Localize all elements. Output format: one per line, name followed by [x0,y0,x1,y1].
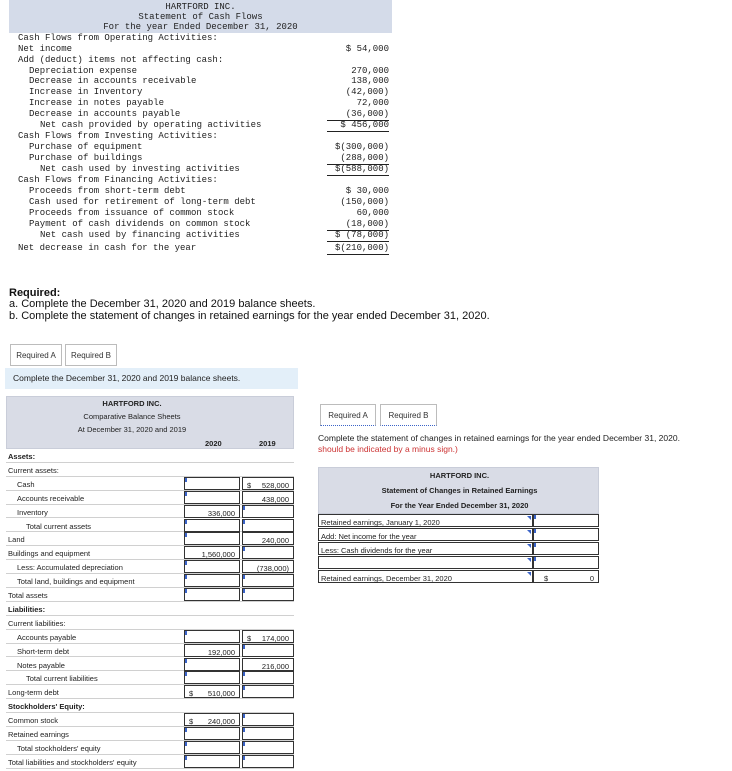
required-b-text: b. Complete the statement of changes in retained earnings for the year ended December 31, 2020. [9,310,490,322]
input-marker [243,547,245,551]
cf-row [9,175,392,186]
table-row [6,560,294,574]
bs-col-2020: 2020 [205,439,222,448]
cf-row [9,76,392,87]
input-marker [185,520,187,524]
bs-input-2019[interactable] [242,713,294,726]
input-marker [185,533,187,537]
cf-row [9,243,392,254]
cf-company: HARTFORD INC. [165,2,236,12]
bs-row-label: Total land, buildings and equipment [17,577,135,587]
bs-row-label: Buildings and equipment [8,549,91,559]
bs-input-2019[interactable] [242,477,294,490]
re-row [318,556,599,570]
bs-input-2020[interactable] [184,477,240,490]
table-row [6,644,294,658]
tab-required-a-right[interactable]: Required A [320,404,376,426]
bs-input-2020[interactable] [184,755,240,768]
input-marker [185,659,187,663]
cf-row [9,230,392,241]
bs-row-label: Total liabilities and stockholders' equity [8,757,137,767]
bs-input-2019[interactable] [242,491,294,504]
bs-input-2019[interactable] [242,671,294,684]
cf-row-amount: $ 30,000 [345,186,389,196]
table-row [6,505,294,519]
bs-input-2019[interactable] [242,505,294,518]
cf-row [9,186,392,197]
cf-row-label: Net cash used by financing activities [40,230,240,240]
bs-input-2019[interactable] [242,588,294,601]
cf-row-label: Add (deduct) items not affecting cash: [18,55,224,65]
cf-row-label: Depreciation expense [29,66,138,76]
dropdown-marker [527,530,531,534]
cf-row-label: Proceeds from short-term debt [29,186,186,196]
cf-row-label: Proceeds from issuance of common stock [29,208,235,218]
table-row [6,602,294,616]
bs-row-label: Accounts payable [17,632,77,642]
table-row [6,477,294,491]
cf-row-amount: 72,000 [356,98,389,108]
table-row [6,658,294,672]
input-marker [185,742,187,746]
input-marker [534,557,536,561]
cf-row [9,120,392,131]
bs-title: Comparative Balance Sheets [83,412,181,421]
table-row [6,546,294,560]
input-marker [185,589,187,593]
cf-row-amount: $ 456,000 [327,120,389,132]
table-row [6,755,294,769]
bs-row-label: Retained earnings [8,730,69,739]
re-company: HARTFORD INC. [429,471,490,480]
table-row [6,685,294,699]
input-marker [534,529,536,533]
cf-row-label: Purchase of equipment [29,142,143,152]
cf-row-label: Decrease in accounts payable [29,109,181,119]
bs-input-2019[interactable] [242,644,294,657]
cf-row-label: Increase in notes payable [29,98,165,108]
bs-input-2019[interactable] [242,727,294,740]
bs-value: 336,000 [207,508,235,518]
cf-row-label: Decrease in accounts receivable [29,76,197,86]
bs-row-label: Land [8,535,25,545]
bs-input-2020[interactable] [184,491,240,504]
bs-row-label: Current assets: [8,465,59,475]
bs-input-2020[interactable] [184,574,240,587]
bs-dollar: $ [189,689,194,699]
dropdown-marker [527,572,531,576]
bs-input-2019[interactable] [242,532,294,545]
bs-value: 216,000 [261,661,289,671]
bs-row-label: Assets: [8,452,36,461]
bs-row-label: Total current assets [26,521,92,531]
bs-row-label: Short-term debt [17,646,70,656]
cf-row-amount: $(588,000) [327,164,389,176]
input-marker [243,728,245,732]
bs-row-label: Less: Accumulated depreciation [17,563,123,573]
bs-input-2020[interactable] [184,505,240,518]
input-marker [534,543,536,547]
bs-input-2019[interactable] [242,741,294,754]
required-title: Required: [9,287,61,299]
re-period: For the Year Ended December 31, 2020 [390,501,529,510]
cf-row-amount: (150,000) [340,197,389,207]
re-row-label: Retained earnings, January 1, 2020 [321,518,440,527]
table-row [6,588,294,602]
cf-row-label: Payment of cash dividends on common stock [29,219,251,229]
cf-row [9,131,392,142]
cf-row-amount: $(210,000) [327,243,389,255]
bs-value: 1,560,000 [201,550,235,560]
bs-row-label: Inventory [17,507,48,517]
tab-required-a[interactable]: Required A [10,344,62,366]
bs-row-label: Total stockholders' equity [17,743,101,753]
re-label-input[interactable] [318,514,533,527]
cf-row-amount: 270,000 [351,66,389,76]
cf-row [9,44,392,55]
table-row [6,491,294,505]
cf-row [9,33,392,44]
bs-dollar: $ [189,717,194,727]
cash-flow-statement [9,0,392,265]
re-value-input[interactable] [533,514,599,527]
balance-sheet-header [6,396,294,449]
bs-value: 192,000 [207,647,235,657]
input-marker [243,520,245,524]
re-value: 0 [589,574,594,583]
cf-row-label: Cash Flows from Financing Activities: [18,175,218,185]
bs-input-2020[interactable] [184,727,240,740]
cf-statement: Statement of Cash Flows [138,12,263,22]
bs-input-2020[interactable] [184,658,240,671]
bs-value: 240,000 [261,536,289,546]
re-label-input[interactable] [318,570,533,583]
cf-row-label: Cash Flows from Operating Activities: [18,33,218,43]
retained-earnings-note: should be indicated by a minus sign.) [318,444,458,454]
cf-row [9,98,392,109]
bs-input-2020[interactable] [184,630,240,643]
bs-value: 174,000 [261,633,289,643]
bs-value: 510,000 [207,689,235,699]
cf-row [9,164,392,175]
re-row-label: Retained earnings, December 31, 2020 [321,574,452,583]
cf-row [9,219,392,230]
bs-input-2019[interactable] [242,755,294,768]
bs-input-2020[interactable] [184,671,240,684]
re-label-input[interactable] [318,542,533,555]
input-marker [243,742,245,746]
bs-input-2020[interactable] [184,588,240,601]
bs-value: 438,000 [261,494,289,504]
table-row [6,616,294,630]
re-header [318,467,599,514]
bs-input-2020[interactable] [184,685,240,698]
bs-input-2020[interactable] [184,560,240,573]
bs-date: At December 31, 2020 and 2019 [77,425,187,434]
bs-value: 528,000 [261,480,289,490]
bs-value: (738,000) [256,564,289,574]
cf-row [9,55,392,66]
bs-row-label: Long-term debt [8,688,59,698]
cf-row [9,208,392,219]
table-row [6,727,294,741]
re-row [318,542,599,556]
required-a-text: a. Complete the December 31, 2020 and 2019 balance sheets. [9,298,316,310]
cf-row-amount: $(300,000) [334,142,389,152]
balance-sheet [6,396,294,767]
cf-row-label: Purchase of buildings [29,153,143,163]
bs-col-2019: 2019 [259,439,276,448]
input-marker [185,492,187,496]
table-row [6,630,294,644]
bs-input-2019[interactable] [242,560,294,573]
input-marker [185,756,187,760]
cf-row [9,153,392,164]
cf-row-amount: (288,000) [327,153,389,165]
tab-required-b[interactable]: Required B [65,344,117,366]
retained-earnings-instructions: Complete the statement of changes in retained earnings for the year ended December 31, 2020. [318,433,680,443]
input-marker [243,506,245,510]
bs-input-2020[interactable] [184,519,240,532]
bs-row-label: Cash [17,479,35,489]
re-row-label: Add: Net income for the year [321,532,417,541]
retained-earnings-statement [318,467,599,583]
table-row [6,713,294,727]
input-marker [243,756,245,760]
bs-input-2020[interactable] [184,713,240,726]
cf-row-amount: $ (78,000) [327,230,389,242]
bs-input-2019[interactable] [242,574,294,587]
bs-input-2019[interactable] [242,630,294,643]
bs-row-label: Liabilities: [8,604,46,614]
re-dollar: $ [544,574,549,583]
cf-row [9,109,392,120]
cf-row-amount: 138,000 [351,76,389,86]
dropdown-marker [527,516,531,520]
bs-company: HARTFORD INC. [102,399,162,408]
input-marker [243,686,245,690]
cf-row-amount: (18,000) [327,219,389,231]
balance-sheet-instructions: Complete the December 31, 2020 and 2019 balance sheets. [5,368,298,389]
cf-row-amount: (42,000) [345,87,389,97]
re-value-input[interactable] [533,556,599,569]
tab-required-b-right[interactable]: Required B [380,404,437,426]
re-title: Statement of Changes in Retained Earnings [381,486,538,495]
input-marker [243,672,245,676]
cf-row-label: Net income [18,44,73,54]
re-value-input[interactable] [533,570,599,583]
bs-row-label: Accounts receivable [17,493,85,503]
bs-row-label: Current liabilities: [8,618,66,628]
bs-input-2020[interactable] [184,546,240,559]
re-label-input[interactable] [318,528,533,541]
table-row [6,449,294,463]
table-row [6,532,294,546]
bs-input-2020[interactable] [184,741,240,754]
bs-row-label: Total assets [8,591,48,600]
cf-row [9,197,392,208]
input-marker [534,515,536,519]
re-row-label: Less: Cash dividends for the year [321,546,433,555]
re-row [318,514,599,528]
bs-value: 240,000 [207,717,235,727]
input-marker [185,728,187,732]
cf-row-amount: (36,000) [327,109,389,121]
input-marker [185,561,187,565]
input-marker [185,672,187,676]
input-marker [185,631,187,635]
bs-input-2020[interactable] [184,644,240,657]
bs-row-label: Total current liabilities [26,674,98,684]
table-row [6,574,294,588]
cf-period: For the year Ended December 31, 2020 [103,22,298,32]
re-label-input[interactable] [318,556,533,569]
table-row [6,699,294,713]
bs-input-2019[interactable] [242,658,294,671]
dropdown-marker [527,558,531,562]
bs-row-label: Stockholders' Equity: [8,702,85,712]
re-value-input[interactable] [533,542,599,555]
bs-row-label: Common stock [8,716,59,726]
bs-input-2019[interactable] [242,685,294,698]
bs-dollar: $ [247,633,252,643]
input-marker [243,645,245,649]
cf-row-label: Net cash used by investing activities [40,164,240,174]
table-row [6,463,294,477]
bs-dollar: $ [247,480,252,490]
input-marker [185,575,187,579]
re-row [318,570,599,584]
cf-row-label: Increase in Inventory [29,87,143,97]
cf-row-label: Cash Flows from Investing Activities: [18,131,218,141]
table-row [6,741,294,755]
input-marker [243,714,245,718]
dropdown-marker [527,544,531,548]
table-row [6,671,294,685]
input-marker [243,575,245,579]
cf-row-amount: 60,000 [356,208,389,218]
bs-input-2020[interactable] [184,532,240,545]
bs-row-label: Notes payable [17,660,65,670]
re-value-input[interactable] [533,528,599,541]
bs-input-2019[interactable] [242,519,294,532]
re-row [318,528,599,542]
cf-row-amount: $ 54,000 [345,44,389,54]
table-row [6,519,294,533]
input-marker [185,478,187,482]
cf-row-label: Net decrease in cash for the year [18,243,197,253]
cf-row [9,87,392,98]
cf-row-label: Net cash provided by operating activities [40,120,262,130]
input-marker [243,589,245,593]
cash-flow-header [9,0,392,33]
cf-row [9,142,392,153]
bs-input-2019[interactable] [242,546,294,559]
cf-row-label: Cash used for retirement of long-term debt [29,197,256,207]
